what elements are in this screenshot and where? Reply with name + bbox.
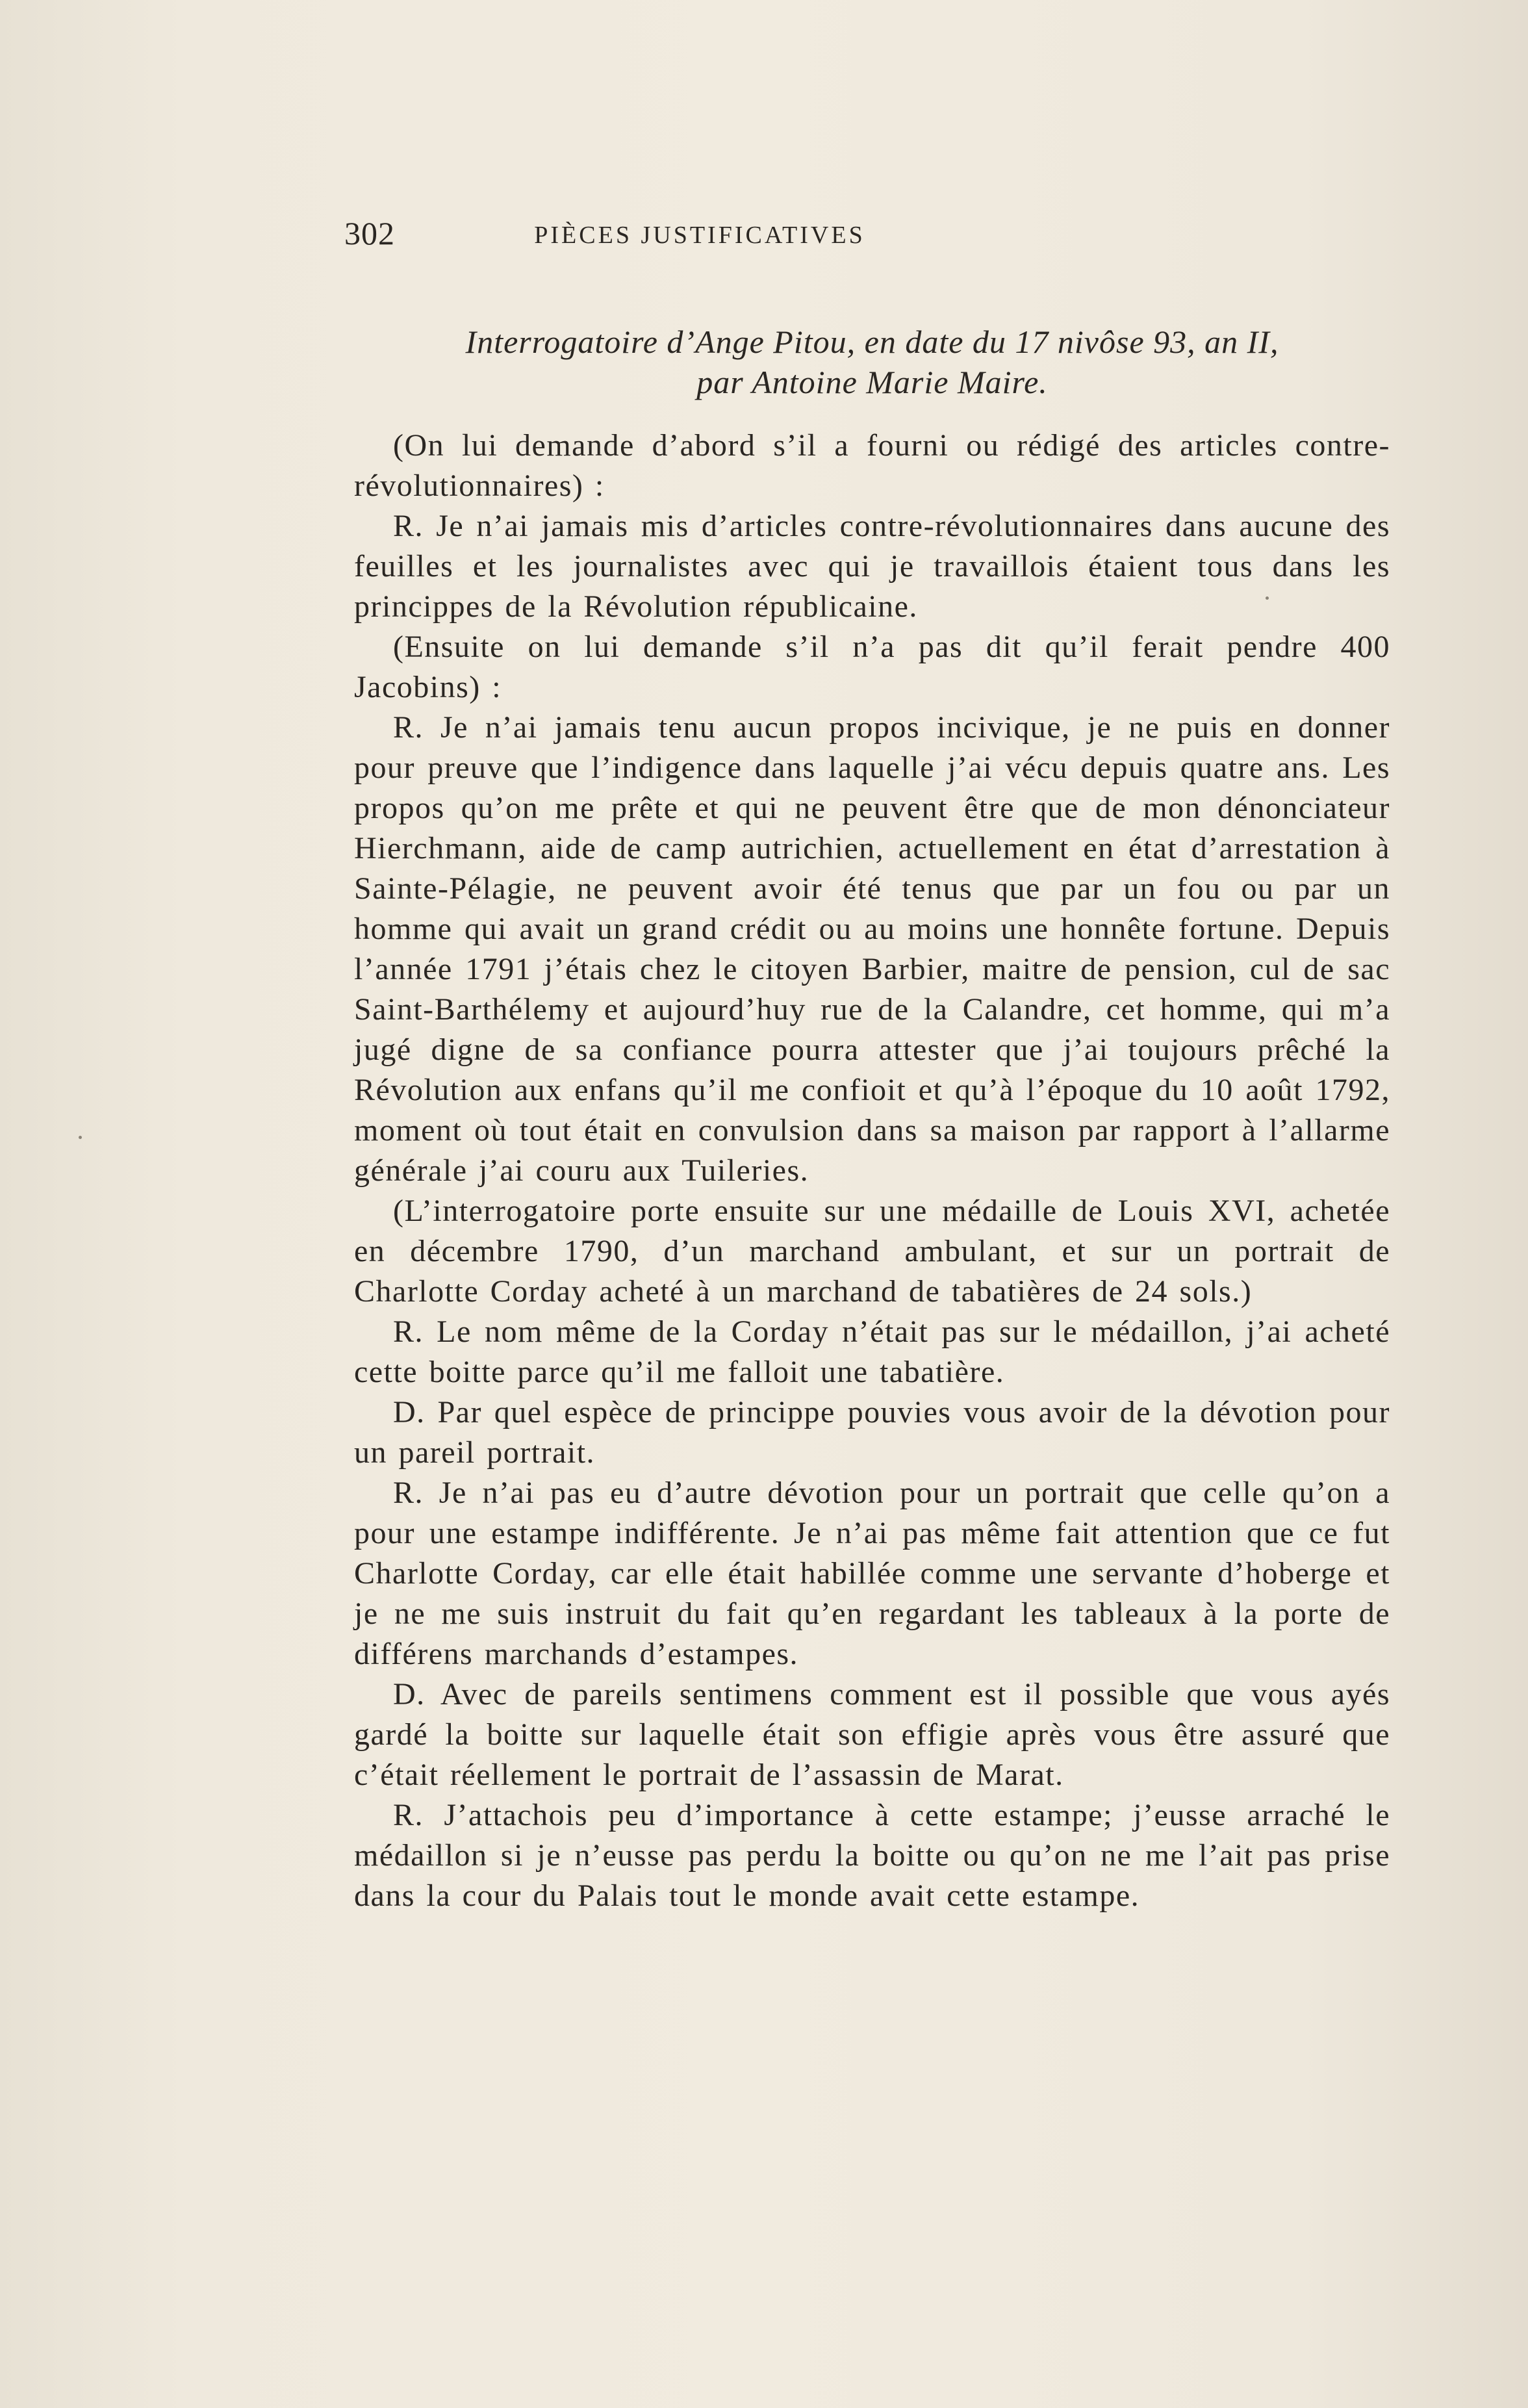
heading-line-2: par Antoine Marie Maire. — [696, 364, 1048, 400]
paragraph: (L’interrogatoire porte ensuite sur une médaille de Louis XVI, achetée en décembre 1790, d’un marchand ambulant, et sur un portrait de Charlotte Corday acheté à un marchand de tabatières de 24 sols.) — [354, 1194, 1390, 1309]
page-header — [344, 214, 1046, 253]
heading-line-1: Interrogatoire d’Ange Pitou, en date du 17 nivôse 93, an II, — [465, 324, 1279, 360]
section-heading — [354, 322, 1390, 402]
paper-speck — [1266, 596, 1269, 600]
paragraph: D. Par quel espèce de princippe pouvies vous avoir de la dévotion pour un pareil portrait. — [354, 1395, 1390, 1470]
running-title: PIÈCES JUSTIFICATIVES — [534, 222, 865, 249]
paper-speck — [79, 1136, 82, 1139]
paragraph: R. Je n’ai jamais mis d’articles contre-révolutionnaires dans aucune des feuilles et les journalistes avec qui je travaillois étaient tous dans les princippes de la Révolution républicaine. — [354, 509, 1390, 624]
paragraph: R. J’attachois peu d’importance à cette estampe; j’eusse arraché le médaillon si je n’eusse pas perdu la boitte ou qu’on ne me l’ait pas prise dans la cour du Palais tout le monde avait cette estampe. — [354, 1798, 1390, 1913]
paragraph: D. Avec de pareils sentimens comment est il possible que vous ayés gardé la boitte sur laquelle était son effigie après vous être assuré que c’était réellement le portrait de l’assassin de Marat. — [354, 1677, 1390, 1792]
paragraph: R. Le nom même de la Corday n’était pas sur le médaillon, j’ai acheté cette boitte parce qu’il me falloit une tabatière. — [354, 1314, 1390, 1389]
paragraph: (On lui demande d’abord s’il a fourni ou rédigé des articles contre-révolutionnaires) : — [354, 428, 1390, 503]
body-text — [354, 426, 1390, 1916]
page-number: 302 — [344, 215, 395, 251]
paragraph: (Ensuite on lui demande s’il n’a pas dit qu’il ferait pendre 400 Jacobins) : — [354, 630, 1390, 704]
paragraph: R. Je n’ai jamais tenu aucun propos incivique, je ne puis en donner pour preuve que l’indigence dans laquelle j’ai vécu depuis quatre ans. Les propos qu’on me prête et qui ne peuvent être que de mon dénonciateur Hierchmann, aide de camp autrichien, actuellement en état d’arrestation à Sainte-Pélagie, ne peuvent avoir été tenus que par un fou ou par un homme qui avait un grand crédit ou au moins une honnête fortune. Depuis l’année 1791 j’étais chez le citoyen Barbier, maitre de pension, cul de sac Saint-Barthélemy et aujourd’huy rue de la Calandre, cet homme, qui m’a jugé digne de sa confiance pourra attester que j’ai toujours prêché la Révolution aux enfans qu’il me confioit et qu’à l’époque du 10 août 1792, moment où tout était en convulsion dans sa maison par rapport à l’allarme générale j’ai couru aux Tuileries. — [354, 710, 1390, 1188]
paragraph: R. Je n’ai pas eu d’autre dévotion pour un portrait que celle qu’on a pour une estampe indifférente. Je n’ai pas même fait attention que ce fut Charlotte Corday, car elle était habillée comme une servante d’hoberge et je ne me suis instruit du fait qu’en regardant les tableaux à la porte de différens marchands d’estampes. — [354, 1476, 1390, 1671]
